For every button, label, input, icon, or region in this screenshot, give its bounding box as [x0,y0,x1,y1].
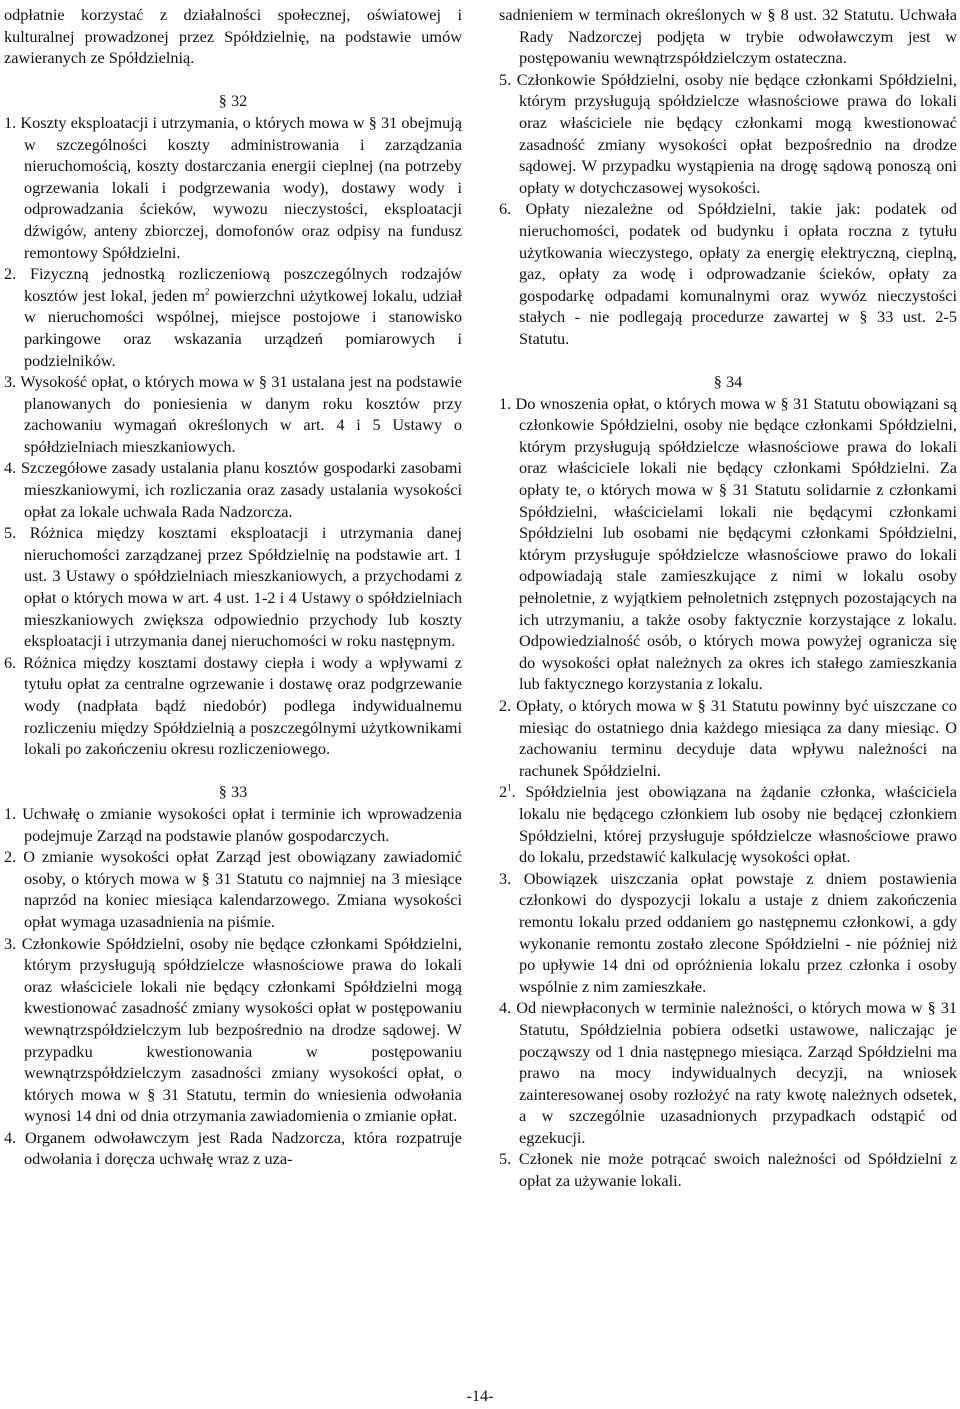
paragraph-33-3: 3. Członkowie Spółdzielni, osoby nie będące członkami Spółdzielni, którym przysługują spółdzielcze własnościowe prawa do lokali oraz właściciele lokali nie będący członkami Spółdzielni mogą kwestionować zasadność zmiany wysokości opłat w postępowaniu wewnątrzspółdzielczym lub bezpośrednio na drodze sądowej. W przypadku kwestionowania w postępowaniu wewnątrzspółdzielczym zasadności zmiany wysokości opłat, o których mowa w § 31 Statutu, termin do wniesienia odwołania wynosi 14 dni od dnia otrzymania zawiadomienia o zmianie opłat. [4,933,463,1126]
page-number: -14- [466,1386,494,1405]
paragraph-32-1: 1. Koszty eksploatacji i utrzymania, o których mowa w § 31 obejmują w szczególności koszty administrowania i zarządzania nieruchomością, koszty dostarczania energii cieplnej (na potrzeby ogrzewania lokali i podgrzewania wody), dostawy wody i odprowadzania ścieków, wywozu nieczystości, eksploatacji dźwigów, anteny zbiorczej, domofonów oraz odpisy na fundusz remontowy Spółdzielni. [4,112,462,262]
section-heading-34: § 34 [713,372,743,392]
section-heading-33: § 33 [218,782,248,802]
paragraph-34-2: 2. Opłaty, o których mowa w § 31 Statutu powinny być uiszczane co miesiąc do ostatniego dnia każdego miesiąca za dany miesiąc. O zachowaniu terminu decyduje data wpływu należności na rachunek Spółdzielni. [499,696,957,780]
paragraph-32-3: 3. Wysokość opłat, o których mowa w § 31 ustalana jest na podstawie planowanych do poniesienia w danym roku kosztów przy zachowaniu wymagań określonych w art. 4 i 5 Ustawy o spółdzielniach mieszkaniowych. [4,372,462,456]
left-column [4,4,462,1170]
paragraph-34-4: 4. Od niewpłaconych w terminie należności, o których mowa w § 31 Statutu, Spółdzielnia pobiera odsetki ustawowe, naliczając je począwszy od 1 dnia następnego miesiąca. Zarząd Spółdzielni ma prawo na mocy indywidualnych decyzji, na wniosek zainteresowanej osoby rozłożyć na raty kwotę należnych odsetek, a w szczególnie uzasadnionych przypadkach odstąpić od egzekucji. [499,998,957,1147]
right-column [499,4,957,1192]
paragraph-34-1: 1. Do wnoszenia opłat, o których mowa w § 31 Statutu obowiązani są członkowie Spółdzielni, osoby nie będące członkami Spółdzielni, którym przysługują spółdzielcze własnościowe prawa do lokali oraz właściciele lokali nie będący członkami Spółdzielni. Za opłaty te, o których mowa w § 31 Statutu solidarnie z członkami Spółdzielni, właścicielami lokali nie będącymi członkami Spółdzielni lub osobami nie będącymi członkami Spółdzielni, którym przysługuje spółdzielcze własnościowe prawo do lokali odpowiadają stale zamieszkujące z nimi w lokalu osoby pełnoletnie, z wyjątkiem pełnoletnich zstępnych pozostających na ich utrzymaniu, a także osoby faktycznie korzystające z lokalu. Odpowiedzialność osób, o których mowa powyżej ogranicza się do wysokości opłat należnych za okres ich stałego zamieszkania lub faktycznego korzystania z lokalu. [499,393,957,694]
paragraph-34-5: 5. Członek nie może potrącać swoich należności od Spółdzielni z opłat za używanie lokali. [499,1149,957,1191]
section-heading-32: § 32 [218,91,248,111]
paragraph-33-4: 4. Organem odwoławczym jest Rada Nadzorcza, która rozpatruje odwołania i doręcza uchwałę wraz z uza- [4,1127,462,1169]
paragraph-33-4-continuation: sadnieniem w terminach określonych w § 8 ust. 32 Statutu. Uchwała Rady Nadzorczej podjęta w trybie odwoławczym jest w postępowaniu wewnątrzspółdzielczym ostateczna. [499,5,957,68]
intro-paragraph: odpłatnie korzystać z działalności społecznej, oświatowej i kulturalnej prowadzonej przez Spółdzielnię, na podstawie umów zawieranych ze Spółdzielnią. [4,5,462,68]
paragraph-33-5: 5. Członkowie Spółdzielni, osoby nie będące członkami Spółdzielni, którym przysługują spółdzielcze własnościowe prawa do lokali oraz właściciele nie będący członkami mogą kwestionować zasadność zmiany wysokości opłat bezpośrednio na drodze sądowej. W przypadku wystąpienia na drogę sądową ponoszą oni opłaty w dotychczasowej wysokości. [499,69,958,197]
paragraph-32-4: 4. Szczegółowe zasady ustalania planu kosztów gospodarki zasobami mieszkaniowymi, ich rozliczania oraz zasady ustalania wysokości opłat za lokale uchwala Rada Nadzorcza. [4,458,462,521]
paragraph-32-5: 5. Różnica między kosztami eksploatacji i utrzymania danej nieruchomości zarządzanej przez Spółdzielnię na podstawie art. 1 ust. 3 Ustawy o spółdzielniach mieszkaniowych, a przychodami z opłat o których mowa w art. 4 ust. 1-2 i 4 Ustawy o spółdzielniach mieszkaniowych zwiększa odpowiednio przychody lub koszty eksploatacji i utrzymania danej nieruchomości w roku następnym. [4,523,462,651]
paragraph-33-6: 6. Opłaty niezależne od Spółdzielni, takie jak: podatek od nieruchomości, podatek od budynku i opłata roczna z tytułu użytkowania wieczystego, opłaty za energię elektryczną, cieplną, gaz, opłaty za wodę i odprowadzanie ścieków, opłaty za gospodarkę odpadami komunalnymi oraz wywóz nieczystości stałych - nie podlegają procedurze zawartej w § 33 ust. 2-5 Statutu. [499,199,957,348]
paragraph-32-6: 6. Różnica między kosztami dostawy ciepła i wody a wpływami z tytułu opłat za centralne ogrzewanie i dostawę oraz podgrzewanie wody (nadpłata bądź niedobór) podlega indywidualnemu rozliczeniu między Spółdzielnią a poszczególnymi użytkownikami lokali po zakończeniu okresu rozliczeniowego. [4,652,462,759]
paragraph-33-2: 2. O zmianie wysokości opłat Zarząd jest obowiązany zawiadomić osoby, o których mowa w § 31 Statutu co najmniej na 3 miesiące naprzód na koniec miesiąca kalendarzowego. Zmiana wysokości opłat wymaga uzasadnienia na piśmie. [4,847,462,931]
paragraph-34-2-1: $2^1$. Spółdzielnia jest obowiązana na żądanie członka, właściciela lokalu nie będącego członkiem lub osoby nie będącej członkiem Spółdzielni, której przysługuje spółdzielcze własnościowe prawo do lokalu, przedstawić kalkulację wysokości opłat. [499,782,957,867]
paragraph-33-1: 1. Uchwałę o zmianie wysokości opłat i terminie ich wprowadzenia podejmuje Zarząd na podstawie planów gospodarczych. [4,803,462,845]
paragraph-34-3: 3. Obowiązek uiszczania opłat powstaje z dniem postawienia członkowi do dyspozycji lokalu a ustaje z dniem zakończenia remontu lokalu przed oddaniem go następnemu członkowi, a gdy wykonanie remontu zostało zlecone Spółdzielni - nie później niż po upływie 14 dni od opróżnienia lokalu przez członka i osoby wspólnie z nim zamieszkałe. [499,868,957,996]
paragraph-32-2: 2. Fizyczną jednostką rozliczeniową poszczególnych rodzajów kosztów jest lokal, jeden $m^2$ powierzchni użytkowej lokalu, udział w nieruchomości wspólnej, miejsce postojowe i stanowisko parkingowe oraz wskazania urządzeń pomiarowych i podzielników. [4,264,462,370]
